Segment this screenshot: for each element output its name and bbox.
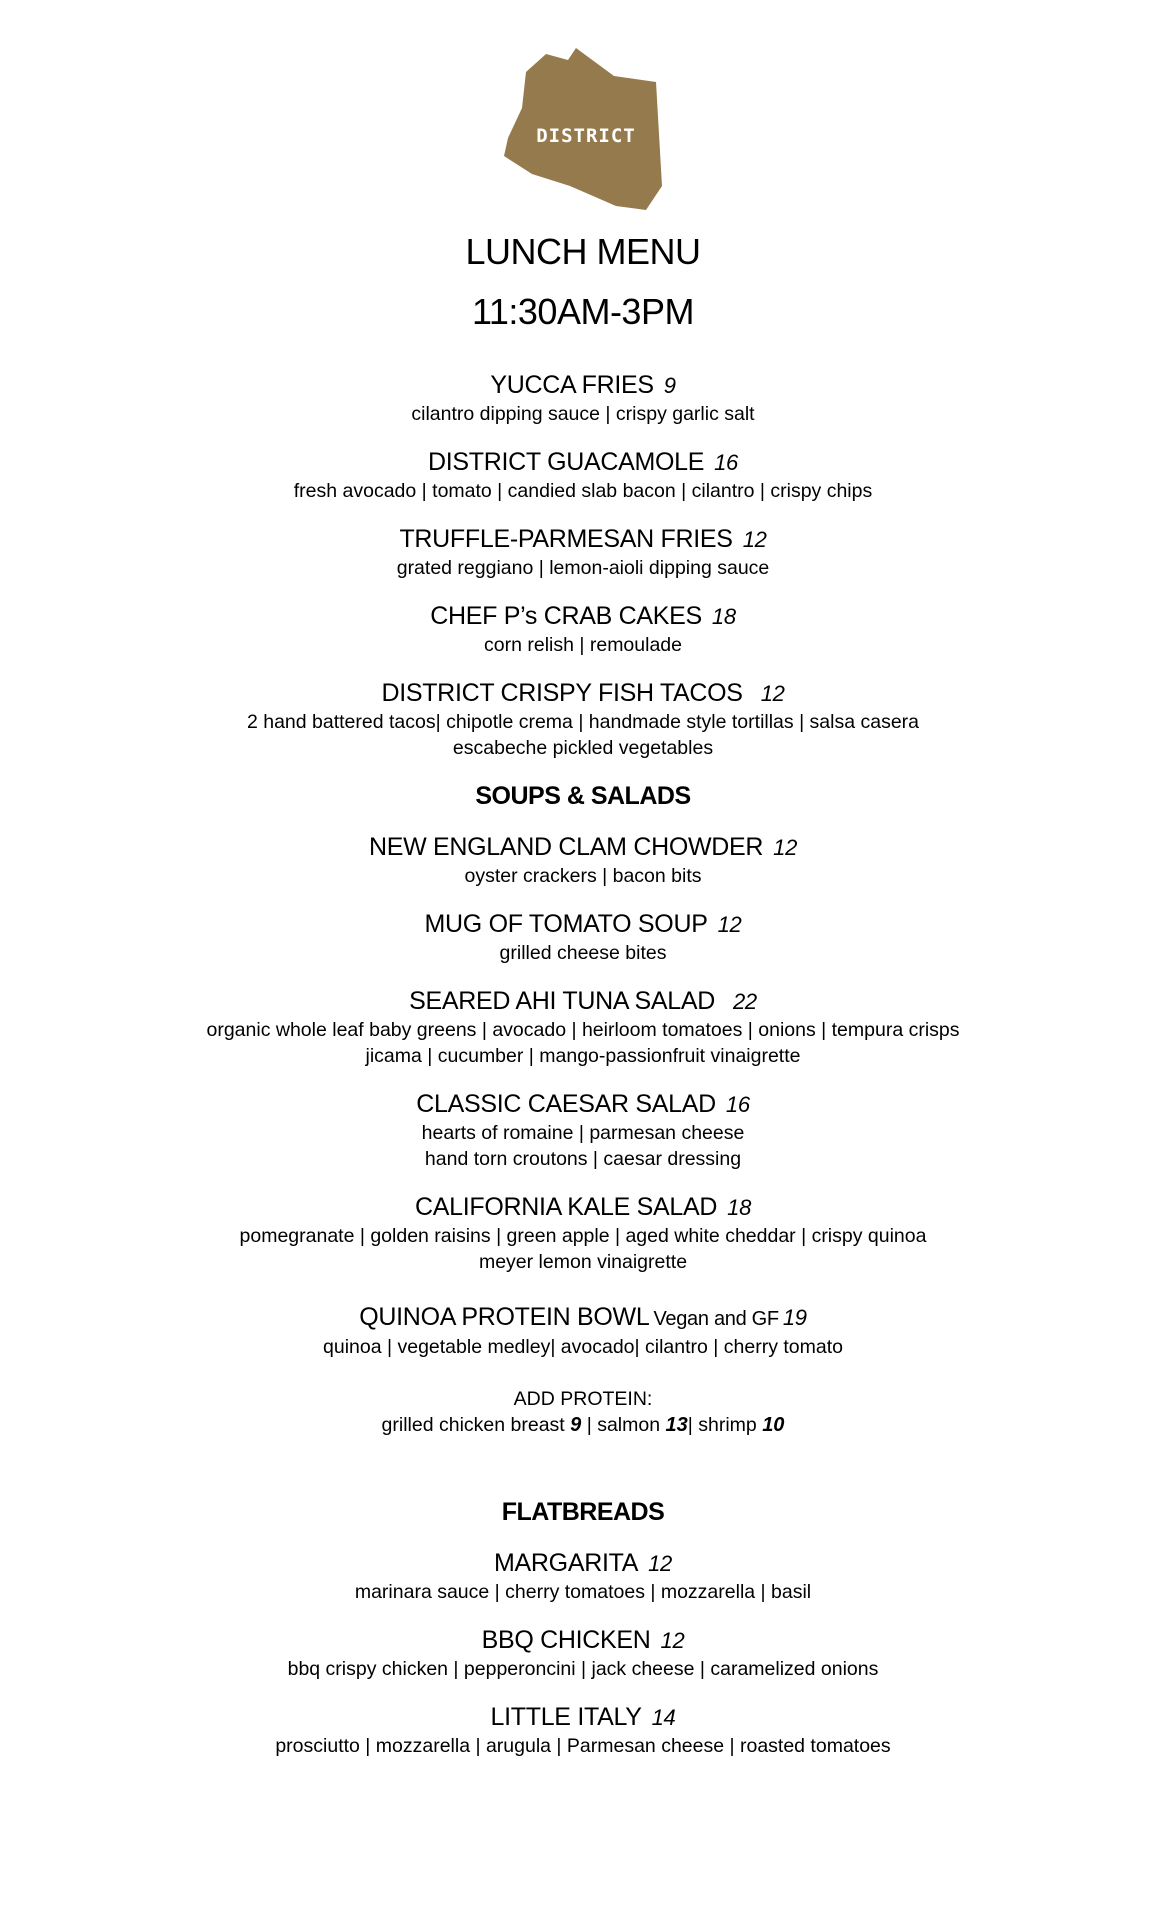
item-name: NEW ENGLAND CLAM CHOWDER (368, 833, 764, 861)
item-description: pomegranate | golden raisins | green apple | aged white cheddar | crispy quinoa (239, 1225, 927, 1247)
menu-item-bbq-chicken (0, 1625, 1166, 1682)
menu-item-clam-chowder (0, 832, 1166, 889)
logo-text: DISTRICT (536, 125, 636, 147)
menu-item-district-guacamole (0, 447, 1166, 504)
item-description: hearts of romaine | parmesan cheese (421, 1122, 745, 1144)
item-price: 12 (760, 681, 785, 706)
item-price: 19 (782, 1305, 807, 1330)
item-description: corn relish | remoulade (484, 634, 682, 656)
item-price: 12 (717, 912, 742, 937)
item-name: BBQ CHICKEN (481, 1626, 651, 1654)
section-title-soups-salads: SOUPS & SALADS (475, 782, 691, 810)
item-description: meyer lemon vinaigrette (478, 1251, 688, 1273)
item-price: 12 (648, 1551, 672, 1576)
separator: | (586, 1414, 592, 1436)
menu-title: LUNCH MENU (465, 231, 701, 272)
item-price: 22 (732, 989, 757, 1014)
add-protein-block (0, 1386, 1166, 1438)
item-price: 18 (727, 1195, 752, 1220)
protein-option-price: 10 (762, 1414, 785, 1436)
menu-item-ahi-tuna-salad (0, 986, 1166, 1069)
item-price: 16 (725, 1092, 750, 1117)
protein-option-price: 9 (570, 1414, 582, 1436)
item-price: 18 (711, 604, 736, 629)
item-note: Vegan and GF (653, 1308, 779, 1330)
item-price: 12 (742, 527, 767, 552)
item-description: grilled cheese bites (499, 942, 667, 964)
item-name: DISTRICT GUACAMOLE (428, 448, 705, 476)
item-description: prosciutto | mozzarella | arugula | Parmesan cheese | roasted tomatoes (275, 1735, 891, 1757)
protein-option-name: salmon (597, 1414, 661, 1436)
item-price: 12 (773, 835, 798, 860)
add-protein-label: ADD PROTEIN: (513, 1388, 653, 1410)
item-description: cilantro dipping sauce | crispy garlic salt (411, 403, 755, 425)
separator: | (687, 1414, 693, 1436)
section-title-flatbreads: FLATBREADS (501, 1498, 665, 1526)
item-name: CLASSIC CAESAR SALAD (416, 1090, 716, 1118)
protein-option-name: shrimp (698, 1414, 757, 1436)
item-name: TRUFFLE-PARMESAN FRIES (399, 525, 733, 553)
item-description: oyster crackers | bacon bits (464, 865, 702, 887)
item-name: QUINOA PROTEIN BOWL (359, 1303, 650, 1331)
menu-item-truffle-parmesan-fries (0, 524, 1166, 581)
menu-item-margarita (0, 1548, 1166, 1605)
item-price: 9 (663, 373, 676, 398)
menu-item-crab-cakes (0, 601, 1166, 658)
item-name: SEARED AHI TUNA SALAD (409, 987, 715, 1015)
item-description: escabeche pickled vegetables (452, 737, 714, 759)
menu-item-fish-tacos (0, 678, 1166, 761)
menu-item-kale-salad (0, 1192, 1166, 1275)
item-price: 12 (660, 1628, 685, 1653)
item-name: MUG OF TOMATO SOUP (424, 910, 708, 938)
item-description: grated reggiano | lemon-aioli dipping sauce (396, 557, 770, 579)
menu-item-caesar-salad (0, 1089, 1166, 1172)
item-name: DISTRICT CRISPY FISH TACOS (381, 679, 743, 707)
menu-hours: 11:30AM-3PM (472, 291, 694, 332)
menu-item-quinoa-bowl (0, 1302, 1166, 1360)
item-description: marinara sauce | cherry tomatoes | mozzarella | basil (354, 1581, 812, 1603)
item-description: jicama | cucumber | mango-passionfruit vinaigrette (365, 1045, 801, 1067)
district-logo (496, 46, 672, 214)
item-description: 2 hand battered tacos| chipotle crema | handmade style tortillas | salsa casera (246, 711, 920, 733)
item-description: bbq crispy chicken | pepperoncini | jack cheese | caramelized onions (287, 1658, 879, 1680)
item-name: LITTLE ITALY (490, 1703, 642, 1731)
item-name: CHEF P’s CRAB CAKES (430, 602, 702, 630)
item-description: organic whole leaf baby greens | avocado | heirloom tomatoes | onions | tempura crisps (206, 1019, 960, 1041)
district-logo-shape (496, 46, 672, 214)
protein-option-price: 13 (665, 1414, 688, 1436)
item-price: 16 (714, 450, 738, 475)
item-name: YUCCA FRIES (490, 371, 654, 399)
item-description: hand torn croutons | caesar dressing (424, 1148, 742, 1170)
item-price: 14 (651, 1705, 676, 1730)
item-name: CALIFORNIA KALE SALAD (414, 1193, 718, 1221)
protein-option-name: grilled chicken breast (381, 1414, 565, 1436)
item-name: MARGARITA (494, 1549, 639, 1577)
add-protein-options (0, 1412, 1166, 1438)
item-description: quinoa | vegetable medley| avocado| cilantro | cherry tomato (323, 1336, 843, 1358)
menu-item-yucca-fries (0, 370, 1166, 427)
menu-item-little-italy (0, 1702, 1166, 1759)
item-description: fresh avocado | tomato | candied slab bacon | cilantro | crispy chips (293, 480, 873, 502)
menu-item-tomato-soup (0, 909, 1166, 966)
